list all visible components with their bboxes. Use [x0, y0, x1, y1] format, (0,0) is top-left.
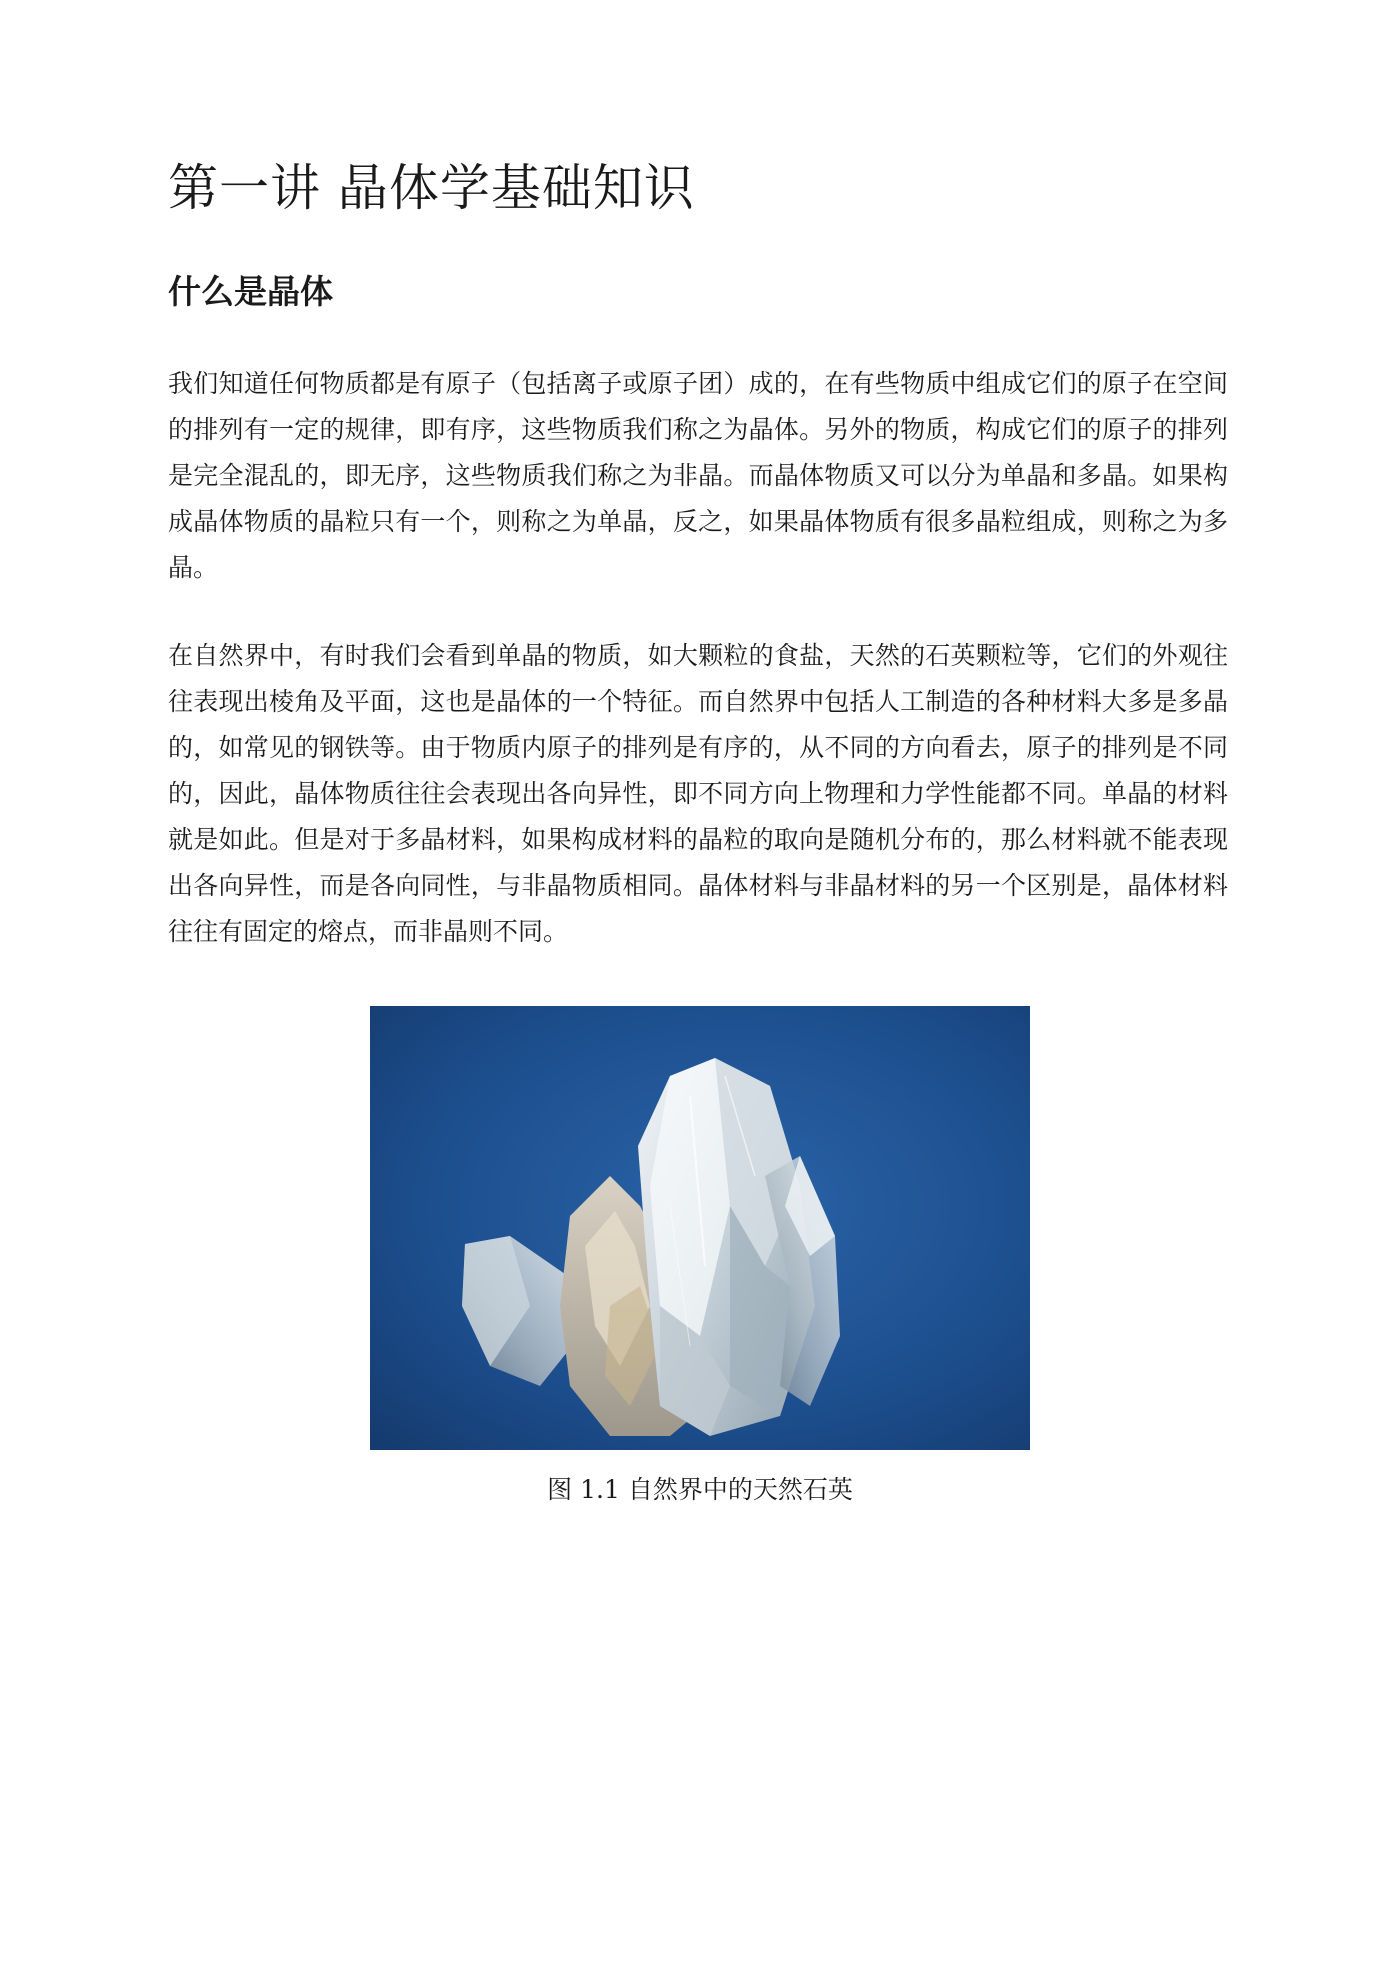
- figure-caption: 图 1.1 自然界中的天然石英: [547, 1475, 853, 1504]
- quartz-crystal-photo: [370, 1006, 1030, 1450]
- body-paragraph: 我们知道任何物质都是有原子（包括离子或原子团）成的，在有些物质中组成它们的原子在空间的排列有一定的规律，即有序，这些物质我们称之为晶体。另外的物质，构成它们的原子的排列是完全混乱的，即无序，这些物质我们称之为非晶。而晶体物质又可以分为单晶和多晶。如果构成晶体物质的晶粒只有一个，则称之为单晶，反之，如果晶体物质有很多晶粒组成，则称之为多晶。: [168, 369, 1228, 582]
- chapter-title: 第一讲 晶体学基础知识: [168, 159, 695, 217]
- section-title: 什么是晶体: [168, 272, 333, 311]
- body-paragraph: 在自然界中，有时我们会看到单晶的物质，如大颗粒的食盐，天然的石英颗粒等，它们的外观往往表现出棱角及平面，这也是晶体的一个特征。而自然界中包括人工制造的各种材料大多是多晶的，如常见的钢铁等。由于物质内原子的排列是有序的，从不同的方向看去，原子的排列是不同的，因此，晶体物质往往会表现出各向异性，即不同方向上物理和力学性能都不同。单晶的材料就是如此。但是对于多晶材料，如果构成材料的晶粒的取向是随机分布的，那么材料就不能表现出各向异性，而是各向同性，与非晶物质相同。晶体材料与非晶材料的另一个区别是，晶体材料往往有固定的熔点，而非晶则不同。: [168, 641, 1228, 946]
